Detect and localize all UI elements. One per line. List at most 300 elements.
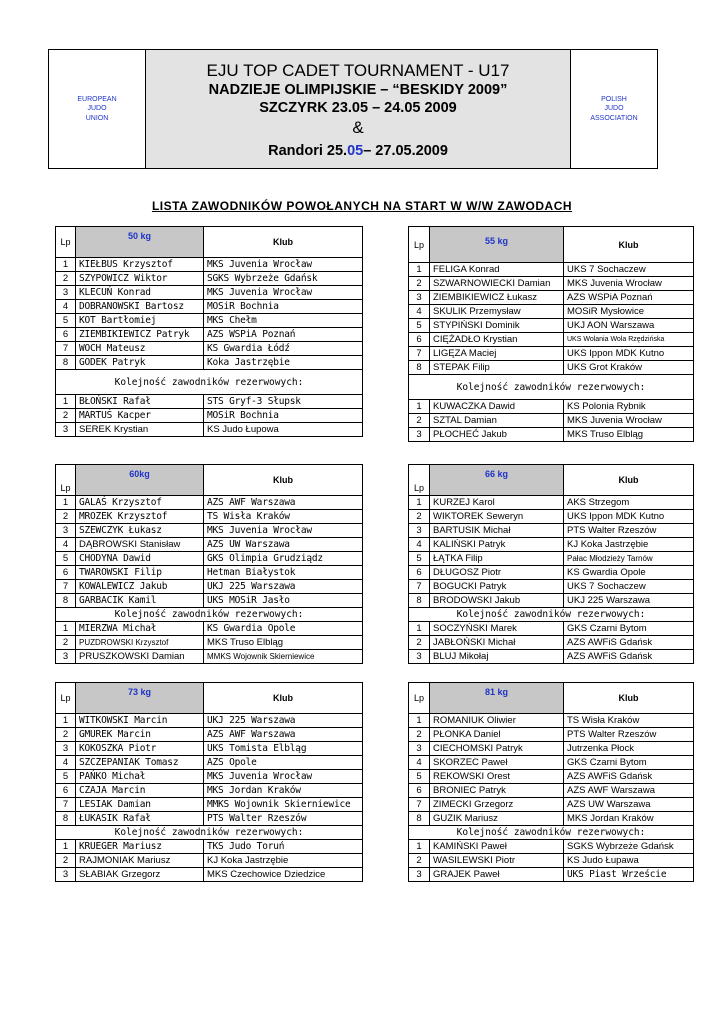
table-row bbox=[409, 524, 694, 538]
row-number: 3 bbox=[56, 868, 76, 882]
row-number: 2 bbox=[409, 277, 430, 291]
player-club: GKS Czarni Bytom bbox=[564, 622, 694, 636]
row-number: 7 bbox=[56, 798, 76, 812]
table-row bbox=[56, 314, 363, 328]
row-number: 2 bbox=[409, 854, 430, 868]
table-header bbox=[56, 683, 363, 714]
table-row bbox=[409, 552, 694, 566]
table-row bbox=[56, 496, 363, 510]
player-name: KOKOSZKA Piotr bbox=[76, 742, 204, 756]
row-number: 3 bbox=[409, 868, 430, 882]
reserve-row bbox=[56, 854, 363, 868]
table-row bbox=[56, 342, 363, 356]
tournament-place-dates: SZCZYRK 23.05 – 24.05 2009 bbox=[259, 100, 457, 116]
table-row bbox=[56, 784, 363, 798]
table-row bbox=[409, 728, 694, 742]
player-club: KS Gwardia Łódź bbox=[204, 342, 363, 356]
reserve-row bbox=[56, 840, 363, 854]
table-row bbox=[409, 263, 694, 277]
player-club: STS Gryf-3 Słupsk bbox=[204, 395, 363, 409]
row-number: 7 bbox=[409, 798, 430, 812]
player-name: KIEŁBUS Krzysztof bbox=[76, 258, 204, 272]
player-name: BRONIEC Patryk bbox=[430, 784, 564, 798]
row-number: 4 bbox=[56, 300, 76, 314]
player-name: SKORZEC Paweł bbox=[430, 756, 564, 770]
row-number: 7 bbox=[409, 580, 430, 594]
row-number: 2 bbox=[409, 728, 430, 742]
player-name: SEREK Krystian bbox=[76, 423, 204, 437]
table-row bbox=[56, 798, 363, 812]
table-row bbox=[56, 728, 363, 742]
player-club: AZS AWFiS Gdańsk bbox=[564, 770, 694, 784]
lp-header: Lp bbox=[409, 227, 430, 263]
player-club: AZS UW Warszawa bbox=[564, 798, 694, 812]
lp-header: Lp bbox=[56, 465, 76, 496]
player-club: AZS AWF Warszawa bbox=[564, 784, 694, 798]
table-row bbox=[409, 510, 694, 524]
table-row bbox=[56, 756, 363, 770]
player-name: SZWARNOWIECKI Damian bbox=[430, 277, 564, 291]
player-club: SGKS Wybrzeże Gdańsk bbox=[564, 840, 694, 854]
reserve-label: Kolejność zawodników rezerwowych: bbox=[409, 375, 694, 400]
reserve-row bbox=[56, 409, 363, 423]
category-table-55kg bbox=[408, 226, 694, 442]
player-name: DŁUGOSZ Piotr bbox=[430, 566, 564, 580]
club-header: Klub bbox=[564, 227, 694, 263]
reserve-row bbox=[409, 428, 694, 442]
weight-category bbox=[430, 683, 564, 714]
category-table-66kg bbox=[408, 464, 694, 664]
reserve-label: Kolejność zawodników rezerwowych: bbox=[409, 826, 694, 840]
reserve-label: Kolejność zawodników rezerwowych: bbox=[56, 608, 363, 622]
player-name: SZEWCZYK Łukasz bbox=[76, 524, 204, 538]
player-club: UKS 7 Sochaczew bbox=[564, 263, 694, 277]
player-club: UKJ 225 Warszawa bbox=[564, 594, 694, 608]
player-club: UKS Wolania Wola Rzędzińska bbox=[564, 333, 694, 347]
row-number: 1 bbox=[56, 496, 76, 510]
player-name: STEPAK Filip bbox=[430, 361, 564, 375]
category-table-73kg bbox=[55, 682, 363, 882]
reserve-row bbox=[409, 650, 694, 664]
club-header: Klub bbox=[204, 465, 363, 496]
reserve-header bbox=[409, 608, 694, 622]
club-header: Klub bbox=[564, 465, 694, 496]
player-club: UKJ 225 Warszawa bbox=[204, 714, 363, 728]
player-name: FELIGA Konrad bbox=[430, 263, 564, 277]
player-name: CIECHOMSKI Patryk bbox=[430, 742, 564, 756]
player-name: GRAJEK Paweł bbox=[430, 868, 564, 882]
reserve-header bbox=[409, 375, 694, 400]
player-club: AZS AWF Warszawa bbox=[204, 496, 363, 510]
player-name: LESIAK Damian bbox=[76, 798, 204, 812]
reserve-row bbox=[409, 400, 694, 414]
player-name: CIĘŻADŁO Krystian bbox=[430, 333, 564, 347]
pzj-label: POLISH JUDO ASSOCIATION bbox=[590, 96, 638, 122]
row-number: 5 bbox=[409, 770, 430, 784]
row-number: 6 bbox=[409, 784, 430, 798]
player-club: GKS Czarni Bytom bbox=[564, 756, 694, 770]
table-row bbox=[56, 742, 363, 756]
table-row bbox=[409, 580, 694, 594]
player-name: SOCZYŃSKI Marek bbox=[430, 622, 564, 636]
weight-category: 66 kg bbox=[430, 465, 564, 496]
player-club: MOSiR Bochnia bbox=[204, 300, 363, 314]
table-row bbox=[409, 742, 694, 756]
player-name: DOBRANOWSKI Bartosz bbox=[76, 300, 204, 314]
player-club: MKS Truso Elbląg bbox=[564, 428, 694, 442]
reserve-row bbox=[56, 650, 363, 664]
reserve-label: Kolejność zawodników rezerwowych: bbox=[56, 370, 363, 395]
reserve-row bbox=[56, 868, 363, 882]
player-name: RAJMONIAK Mariusz bbox=[76, 854, 204, 868]
table-row bbox=[409, 319, 694, 333]
row-number: 1 bbox=[409, 714, 430, 728]
table-row bbox=[409, 756, 694, 770]
player-name: SZCZEPANIAK Tomasz bbox=[76, 756, 204, 770]
player-club: Pałac Młodzieży Tarnów bbox=[564, 552, 694, 566]
player-name: MROZEK Krzysztof bbox=[76, 510, 204, 524]
reserve-header bbox=[56, 370, 363, 395]
player-name: BRODOWSKI Jakub bbox=[430, 594, 564, 608]
table-row bbox=[56, 580, 363, 594]
player-name: SŁABIAK Grzegorz bbox=[76, 868, 204, 882]
row-number: 3 bbox=[56, 742, 76, 756]
category-table-50kg bbox=[55, 226, 363, 437]
row-number: 8 bbox=[56, 812, 76, 826]
player-club: MKS Juvenia Wrocław bbox=[204, 524, 363, 538]
player-club: MMKS Wojownik Skierniewice bbox=[204, 798, 363, 812]
player-name: STYPIŃSKI Dominik bbox=[430, 319, 564, 333]
player-club: UKS 7 Sochaczew bbox=[564, 580, 694, 594]
player-name: GALAŚ Krzysztof bbox=[76, 496, 204, 510]
player-club: AZS AWF Warszawa bbox=[204, 728, 363, 742]
reserve-row bbox=[409, 868, 694, 882]
player-club: SGKS Wybrzeże Gdańsk bbox=[204, 272, 363, 286]
reserve-row bbox=[56, 636, 363, 650]
row-number: 4 bbox=[409, 305, 430, 319]
player-club: TS Wisła Kraków bbox=[204, 510, 363, 524]
player-club: UKS Grot Kraków bbox=[564, 361, 694, 375]
player-name: BŁOŃSKI Rafał bbox=[76, 395, 204, 409]
player-club: GKS Olimpia Grudziądz bbox=[204, 552, 363, 566]
player-club: TKS Judo Toruń bbox=[204, 840, 363, 854]
player-club: KS Polonia Rybnik bbox=[564, 400, 694, 414]
player-club: AZS UW Warszawa bbox=[204, 538, 363, 552]
table-row bbox=[56, 566, 363, 580]
row-number: 6 bbox=[409, 566, 430, 580]
row-number: 2 bbox=[56, 854, 76, 868]
weight-category: 73 kg bbox=[76, 683, 204, 714]
lp-header: Lp bbox=[56, 683, 76, 714]
table-row bbox=[56, 328, 363, 342]
player-name: KALIŃSKI Patryk bbox=[430, 538, 564, 552]
player-club: TS Wisła Kraków bbox=[564, 714, 694, 728]
reserve-row bbox=[56, 423, 363, 437]
weight-category: 60kg bbox=[76, 465, 204, 496]
player-club: AZS AWFiS Gdańsk bbox=[564, 650, 694, 664]
player-name: ROMANIUK Oliwier bbox=[430, 714, 564, 728]
row-number: 5 bbox=[56, 770, 76, 784]
table-row bbox=[56, 552, 363, 566]
player-name: KLECUŃ Konrad bbox=[76, 286, 204, 300]
table-row bbox=[409, 361, 694, 375]
player-club: Hetman Białystok bbox=[204, 566, 363, 580]
reserve-label: Kolejność zawodników rezerwowych: bbox=[409, 608, 694, 622]
row-number: 5 bbox=[409, 319, 430, 333]
row-number: 6 bbox=[56, 566, 76, 580]
player-name: PŁONKA Daniel bbox=[430, 728, 564, 742]
row-number: 6 bbox=[56, 328, 76, 342]
row-number: 3 bbox=[56, 286, 76, 300]
row-number: 2 bbox=[56, 510, 76, 524]
table-row bbox=[409, 594, 694, 608]
reserve-row bbox=[409, 414, 694, 428]
row-number: 2 bbox=[56, 728, 76, 742]
row-number: 1 bbox=[409, 622, 430, 636]
player-club: MMKS Wojownik Skierniewice bbox=[204, 650, 363, 664]
row-number: 3 bbox=[409, 742, 430, 756]
player-club: AZS WSPiA Poznań bbox=[564, 291, 694, 305]
player-name: SKULIK Przemysław bbox=[430, 305, 564, 319]
player-club: PTS Walter Rzeszów bbox=[564, 524, 694, 538]
row-number: 2 bbox=[409, 414, 430, 428]
player-name: GUZIK Mariusz bbox=[430, 812, 564, 826]
player-club: UKS Ippon MDK Kutno bbox=[564, 510, 694, 524]
row-number: 1 bbox=[409, 263, 430, 277]
player-club: AZS WSPiA Poznań bbox=[204, 328, 363, 342]
row-number: 3 bbox=[56, 650, 76, 664]
reserve-row bbox=[409, 854, 694, 868]
row-number: 8 bbox=[409, 594, 430, 608]
player-club: PTS Walter Rzeszów bbox=[204, 812, 363, 826]
randori-prefix: Randori 25. bbox=[268, 143, 348, 159]
category-table-81kg bbox=[408, 682, 694, 882]
player-club: KS Gwardia Opole bbox=[564, 566, 694, 580]
row-number: 2 bbox=[56, 272, 76, 286]
player-club: MKS Czechowice Dziedzice bbox=[204, 868, 363, 882]
row-number: 1 bbox=[409, 496, 430, 510]
player-name: REKOWSKI Orest bbox=[430, 770, 564, 784]
table-header bbox=[409, 227, 694, 263]
table-row bbox=[56, 272, 363, 286]
table-row bbox=[409, 291, 694, 305]
table-row bbox=[409, 770, 694, 784]
player-club: AZS AWFiS Gdańsk bbox=[564, 636, 694, 650]
player-club: MKS Truso Elbląg bbox=[204, 636, 363, 650]
player-name: DĄBROWSKI Stanisław bbox=[76, 538, 204, 552]
player-name: JABŁOŃSKI Michał bbox=[430, 636, 564, 650]
player-club: AZS Opole bbox=[204, 756, 363, 770]
player-name: BARTUSIK Michał bbox=[430, 524, 564, 538]
player-name: MARTUŚ Kacper bbox=[76, 409, 204, 423]
club-header: Klub bbox=[564, 683, 694, 714]
player-name: WITKOWSKI Marcin bbox=[76, 714, 204, 728]
reserve-header bbox=[56, 826, 363, 840]
player-name: WOCH Mateusz bbox=[76, 342, 204, 356]
row-number: 3 bbox=[56, 524, 76, 538]
lp-header: Lp bbox=[409, 683, 430, 714]
table-row bbox=[56, 356, 363, 370]
player-name: SZYPOWICZ Wiktor bbox=[76, 272, 204, 286]
row-number: 6 bbox=[409, 333, 430, 347]
weight-unit: kg bbox=[497, 687, 509, 697]
row-number: 1 bbox=[409, 400, 430, 414]
row-number: 1 bbox=[56, 258, 76, 272]
player-club: KS Judo Łupawa bbox=[564, 854, 694, 868]
row-number: 2 bbox=[409, 510, 430, 524]
player-club: MKS Juvenia Wrocław bbox=[564, 277, 694, 291]
player-name: KRUEGER Mariusz bbox=[76, 840, 204, 854]
list-title: LISTA ZAWODNIKÓW POWOŁANYCH NA START W W/W ZAWODACH bbox=[151, 199, 573, 213]
player-name: MIERZWA Michał bbox=[76, 622, 204, 636]
row-number: 3 bbox=[409, 650, 430, 664]
row-number: 3 bbox=[409, 291, 430, 305]
player-name: WIKTOREK Seweryn bbox=[430, 510, 564, 524]
row-number: 1 bbox=[409, 840, 430, 854]
table-row bbox=[56, 812, 363, 826]
table-row bbox=[409, 347, 694, 361]
row-number: 5 bbox=[56, 552, 76, 566]
row-number: 8 bbox=[409, 361, 430, 375]
row-number: 4 bbox=[409, 538, 430, 552]
player-name: BLUJ Mikołaj bbox=[430, 650, 564, 664]
player-club: Koka Jastrzębie bbox=[204, 356, 363, 370]
player-name: ŁUKASIK Rafał bbox=[76, 812, 204, 826]
row-number: 1 bbox=[56, 622, 76, 636]
player-name: TWAROWSKI Filip bbox=[76, 566, 204, 580]
player-name: ZIEMBIKIEWICZ Patryk bbox=[76, 328, 204, 342]
player-club: MKS Juvenia Wrocław bbox=[204, 286, 363, 300]
player-club: UKS Tomista Elbląg bbox=[204, 742, 363, 756]
weight-category: 50 kg bbox=[76, 227, 204, 258]
player-club: MKS Juvenia Wrocław bbox=[564, 414, 694, 428]
player-name: ZIMECKI Grzegorz bbox=[430, 798, 564, 812]
row-number: 1 bbox=[56, 395, 76, 409]
player-name: CZAJA Marcin bbox=[76, 784, 204, 798]
header-title-block bbox=[145, 50, 571, 168]
reserve-row bbox=[56, 622, 363, 636]
row-number: 7 bbox=[56, 342, 76, 356]
row-number: 3 bbox=[56, 423, 76, 437]
tournament-subtitle: NADZIEJE OLIMPIJSKIE – “BESKIDY 2009” bbox=[208, 82, 508, 98]
row-number: 4 bbox=[56, 756, 76, 770]
player-club: MOSiR Mysłowice bbox=[564, 305, 694, 319]
table-row bbox=[56, 538, 363, 552]
weight-category: 55 kg bbox=[430, 227, 564, 263]
player-club: MOSiR Bochnia bbox=[204, 409, 363, 423]
player-name: PŁOCHEĆ Jakub bbox=[430, 428, 564, 442]
row-number: 7 bbox=[409, 347, 430, 361]
reserve-row bbox=[409, 636, 694, 650]
player-name: PAŃKO Michał bbox=[76, 770, 204, 784]
tournament-title: EJU TOP CADET TOURNAMENT - U17 bbox=[206, 61, 510, 80]
table-row bbox=[409, 812, 694, 826]
row-number: 1 bbox=[56, 714, 76, 728]
player-club: KJ Koka Jastrzębie bbox=[204, 854, 363, 868]
table-row bbox=[409, 333, 694, 347]
row-number: 3 bbox=[409, 428, 430, 442]
player-club: Jutrzenka Płock bbox=[564, 742, 694, 756]
row-number: 2 bbox=[56, 409, 76, 423]
player-club: KS Gwardia Opole bbox=[204, 622, 363, 636]
player-club: KJ Koka Jastrzębie bbox=[564, 538, 694, 552]
reserve-row bbox=[56, 395, 363, 409]
player-club: MKS Jordan Kraków bbox=[204, 784, 363, 798]
player-club: UKS Ippon MDK Kutno bbox=[564, 347, 694, 361]
table-row bbox=[56, 300, 363, 314]
player-name: CHODYNA Dawid bbox=[76, 552, 204, 566]
weight-number: 81 bbox=[484, 687, 495, 697]
lp-header: Lp bbox=[56, 227, 76, 258]
player-club: MKS Chełm bbox=[204, 314, 363, 328]
table-row bbox=[409, 566, 694, 580]
player-name: ZIEMBIKIEWICZ Łukasz bbox=[430, 291, 564, 305]
row-number: 2 bbox=[409, 636, 430, 650]
table-header bbox=[409, 465, 694, 496]
player-name: GARBACIK Kamil bbox=[76, 594, 204, 608]
reserve-header bbox=[409, 826, 694, 840]
table-row bbox=[409, 305, 694, 319]
player-name: KOT Bartłomiej bbox=[76, 314, 204, 328]
player-name: GODEK Patryk bbox=[76, 356, 204, 370]
reserve-label: Kolejność zawodników rezerwowych: bbox=[56, 826, 363, 840]
row-number: 4 bbox=[409, 756, 430, 770]
table-row bbox=[56, 594, 363, 608]
player-name: WASILEWSKI Piotr bbox=[430, 854, 564, 868]
player-name: BOGUCKI Patryk bbox=[430, 580, 564, 594]
table-row bbox=[409, 784, 694, 798]
ampersand: & bbox=[352, 118, 364, 137]
table-row bbox=[409, 496, 694, 510]
row-number: 5 bbox=[56, 314, 76, 328]
player-name: LIGĘZA Maciej bbox=[430, 347, 564, 361]
row-number: 7 bbox=[56, 580, 76, 594]
player-name: KUWACZKA Dawid bbox=[430, 400, 564, 414]
player-name: ŁĄTKA Filip bbox=[430, 552, 564, 566]
player-club: UKS Piast Wrzeście bbox=[564, 868, 694, 882]
table-row bbox=[56, 770, 363, 784]
row-number: 1 bbox=[56, 840, 76, 854]
row-number: 4 bbox=[56, 538, 76, 552]
club-header: Klub bbox=[204, 227, 363, 258]
row-number: 8 bbox=[409, 812, 430, 826]
table-row bbox=[56, 510, 363, 524]
player-club: UKJ 225 Warszawa bbox=[204, 580, 363, 594]
reserve-row bbox=[409, 622, 694, 636]
row-number: 6 bbox=[56, 784, 76, 798]
player-club: AKS Strzegom bbox=[564, 496, 694, 510]
player-name: PRUSZKOWSKI Damian bbox=[76, 650, 204, 664]
table-header bbox=[56, 227, 363, 258]
row-number: 2 bbox=[56, 636, 76, 650]
player-club: UKJ AON Warszawa bbox=[564, 319, 694, 333]
table-row bbox=[56, 524, 363, 538]
player-club: MKS Juvenia Wrocław bbox=[204, 770, 363, 784]
randori-suffix: – 27.05.2009 bbox=[363, 143, 448, 159]
row-number: 3 bbox=[409, 524, 430, 538]
reserve-header bbox=[56, 608, 363, 622]
row-number: 8 bbox=[56, 594, 76, 608]
table-row bbox=[56, 286, 363, 300]
table-row bbox=[409, 538, 694, 552]
player-club: MKS Jordan Kraków bbox=[564, 812, 694, 826]
row-number: 5 bbox=[409, 552, 430, 566]
row-number: 8 bbox=[56, 356, 76, 370]
eju-label: EUROPEAN JUDO UNION bbox=[77, 96, 117, 122]
player-club: MKS Juvenia Wrocław bbox=[204, 258, 363, 272]
club-header: Klub bbox=[204, 683, 363, 714]
table-row bbox=[56, 258, 363, 272]
